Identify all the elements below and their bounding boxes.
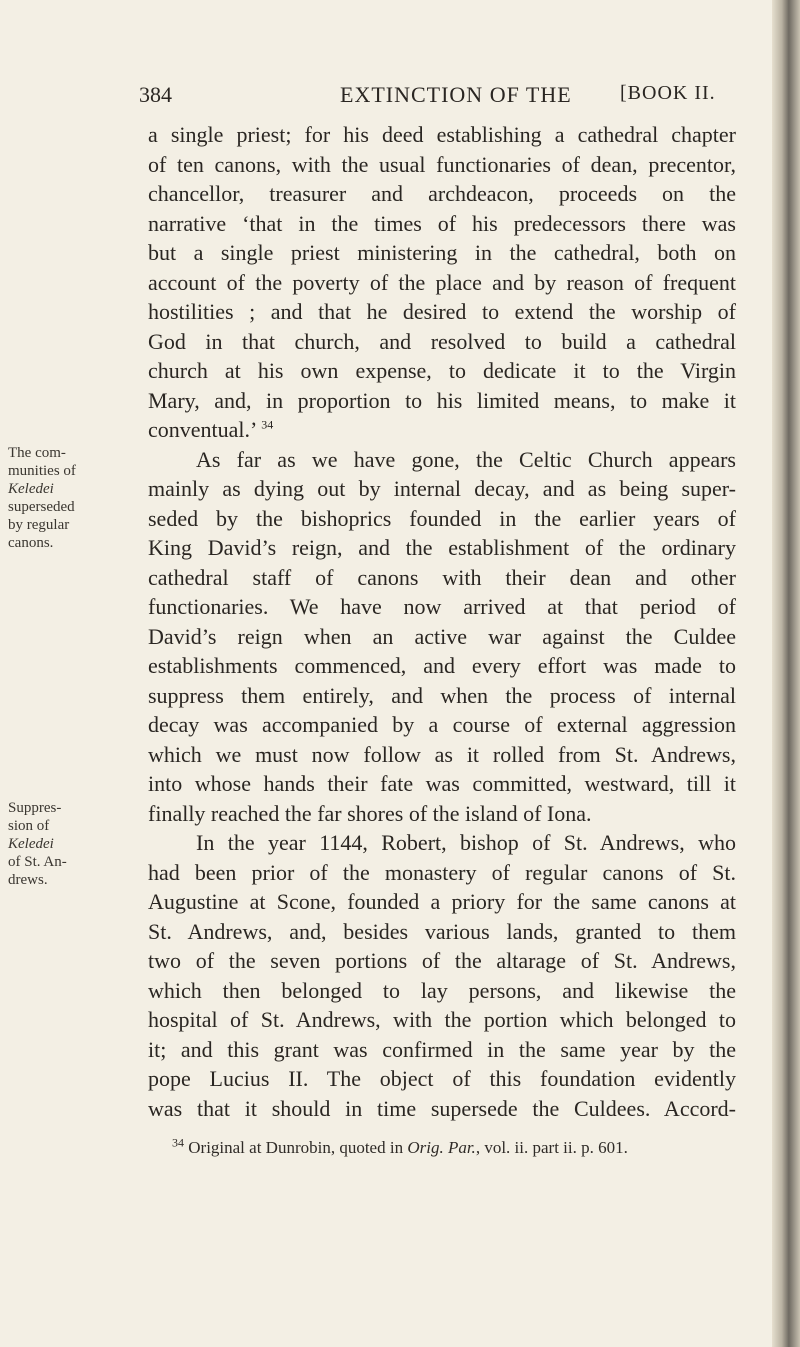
book-label: [BOOK II. bbox=[620, 82, 716, 104]
sidenote-line: Keledei bbox=[8, 481, 54, 497]
body-line: a single priest; for his deed establishing a cathedral chapter bbox=[148, 122, 736, 147]
body-line: David’s reign when an active war against the Culdee bbox=[148, 623, 736, 649]
body-line: suppress them entirely, and when the process of internal bbox=[148, 682, 736, 708]
body-line: St. Andrews, and, besides various lands, granted to them bbox=[148, 918, 736, 944]
running-title: EXTINCTION OF THE bbox=[340, 82, 572, 107]
body-line: King David’s reign, and the establishment of the ordinary bbox=[148, 535, 736, 560]
body-text bbox=[148, 120, 736, 1123]
body-line: two of the seven portions of the altarage of St. Andrews, bbox=[148, 948, 736, 973]
sidenote-line: The com- bbox=[8, 445, 66, 461]
sidenote-line: Keledei bbox=[8, 836, 54, 852]
body-line: into whose hands their fate was committed, westward, till it bbox=[148, 771, 736, 796]
body-line: mainly as dying out by internal decay, and as being super- bbox=[148, 476, 736, 501]
body-line bbox=[148, 415, 736, 445]
body-line: finally reached the far shores of the island of Iona. bbox=[148, 800, 592, 826]
body-line: narrative ‘that in the times of his predecessors there was bbox=[148, 210, 736, 236]
footnote-marker: 34 bbox=[172, 1135, 184, 1150]
sidenote-communities-superseded bbox=[8, 444, 132, 552]
body-line: seded by the bishoprics founded in the earlier years of bbox=[148, 505, 736, 531]
sidenote-line: of St. An- bbox=[8, 854, 67, 870]
body-line: functionaries. We have now arrived at that period of bbox=[148, 594, 736, 619]
running-head bbox=[0, 82, 800, 112]
body-line: In the year 1144, Robert, bishop of St. Andrews, who bbox=[196, 830, 736, 855]
body-line: cathedral staff of canons with their dean and other bbox=[148, 564, 736, 590]
sidenote-line: munities of bbox=[8, 463, 76, 479]
body-line: chancellor, treasurer and archdeacon, proceeds on the bbox=[148, 181, 736, 206]
body-line: of ten canons, with the usual functionaries of dean, precentor, bbox=[148, 151, 736, 177]
body-line-text: conventual.’ bbox=[148, 417, 256, 442]
page-number: 384 bbox=[139, 82, 172, 107]
body-line: hostilities ; and that he desired to extend the worship of bbox=[148, 299, 736, 324]
body-line: had been prior of the monastery of regular canons of St. bbox=[148, 859, 736, 885]
sidenote-suppression-keledei bbox=[8, 799, 132, 889]
body-line: hospital of St. Andrews, with the portion which belonged to bbox=[148, 1007, 736, 1032]
body-line: which we must now follow as it rolled from St. Andrews, bbox=[148, 741, 736, 767]
body-line: establishments commenced, and every effort was made to bbox=[148, 653, 736, 678]
body-line: Augustine at Scone, founded a priory for the same canons at bbox=[148, 889, 736, 914]
sidenote-line: drews. bbox=[8, 872, 48, 888]
body-line: but a single priest ministering in the cathedral, both on bbox=[148, 240, 736, 265]
body-line: which then belonged to lay persons, and likewise the bbox=[148, 977, 736, 1003]
body-line: it; and this grant was confirmed in the same year by the bbox=[148, 1036, 736, 1062]
sidenote-line: by regular bbox=[8, 517, 70, 533]
sidenote-line: sion of bbox=[8, 818, 50, 834]
footnote bbox=[172, 1135, 772, 1158]
body-line: was that it should in time supersede the Culdees. Accord- bbox=[148, 1095, 736, 1121]
body-line: account of the poverty of the place and by reason of frequent bbox=[148, 269, 736, 295]
sidenote-line: superseded bbox=[8, 499, 75, 515]
footnote-italic: Orig. Par. bbox=[407, 1138, 476, 1157]
page-edge-shadow bbox=[772, 0, 800, 1347]
body-line: Mary, and, in proportion to his limited means, to make it bbox=[148, 387, 736, 413]
sidenote-line: canons. bbox=[8, 535, 54, 551]
sidenote-line: Suppres- bbox=[8, 800, 62, 816]
body-line: As far as we have gone, the Celtic Church appears bbox=[196, 446, 736, 472]
body-line: pope Lucius II. The object of this foundation evidently bbox=[148, 1066, 736, 1091]
footnote-text-after: , vol. ii. part ii. p. 601. bbox=[475, 1138, 628, 1157]
footnote-ref: 34 bbox=[261, 417, 274, 432]
footnote-text-before: Original at Dunrobin, quoted in bbox=[188, 1138, 408, 1157]
body-line: decay was accompanied by a course of external aggression bbox=[148, 712, 736, 737]
body-line: God in that church, and resolved to build a cathedral bbox=[148, 328, 736, 354]
body-line: church at his own expense, to dedicate it to the Virgin bbox=[148, 358, 736, 383]
